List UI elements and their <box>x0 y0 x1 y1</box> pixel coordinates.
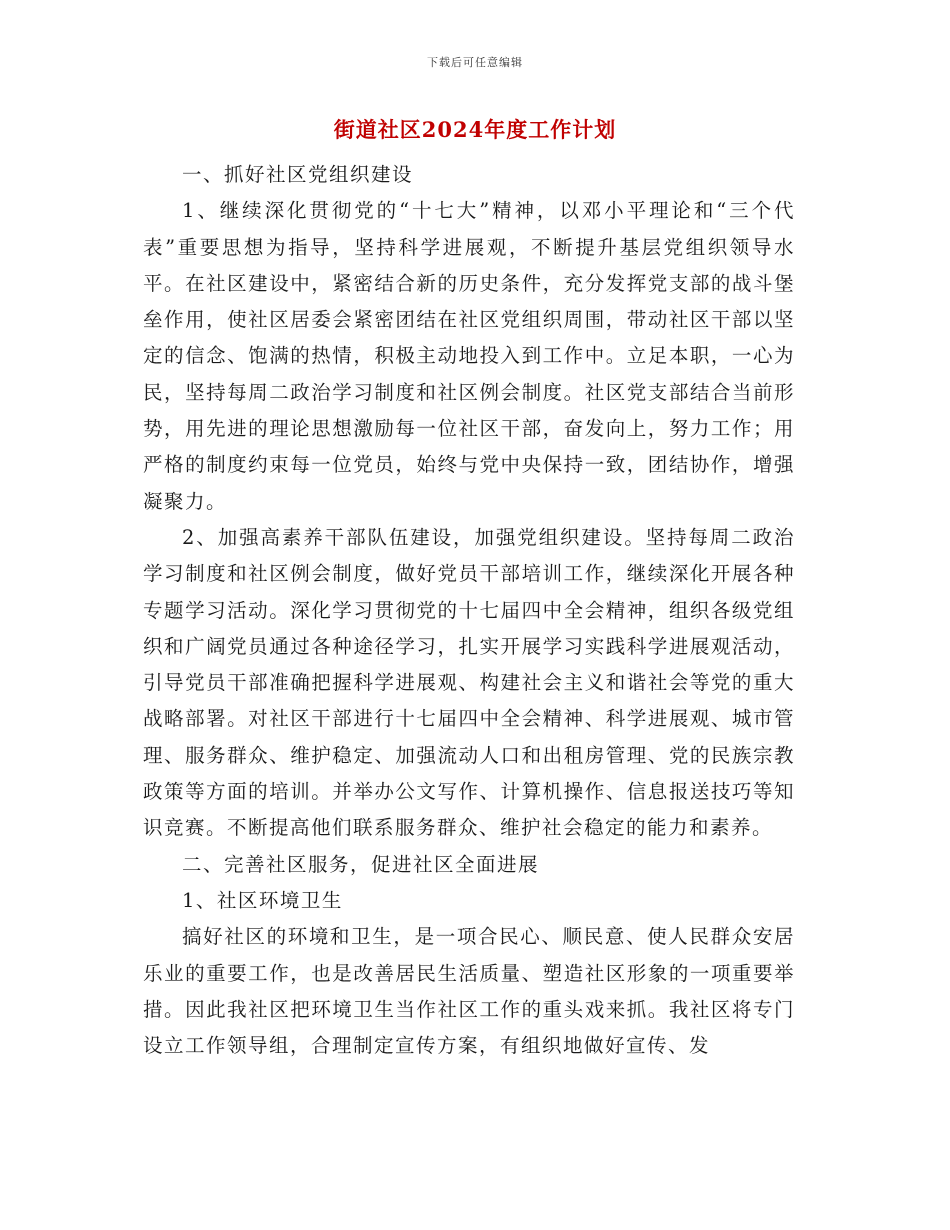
section-heading-community-service: 二、完善社区服务，促进社区全面进展 <box>182 852 540 876</box>
paragraph: 搞好社区的环境和卫生，是一项合民心、顺民意、使人民群众安居乐业的重要工作，也是改善居民生活质量、塑造社区形象的一项重要举措。因此我社区把环境卫生当作社区工作的重头戏来抓。我社区将专门设立工作领导组，合理制定宣传方案，有组织地做好宣传、发 <box>143 925 795 1058</box>
header-note: 下载后可任意编辑 <box>427 56 523 69</box>
paragraph: 1、继续深化贯彻党的“十七大”精神，以邓小平理论和“三个代表”重要思想为指导，坚持科学进展观，不断提升基层党组织领导水平。在社区建设中，紧密结合新的历史条件，充分发挥党支部的战斗堡垒作用，使社区居委会紧密团结在社区党组织周围，带动社区干部以坚定的信念、饱满的热情，积极主动地投入到工作中。立足本职，一心为民，坚持每周二政治学习制度和社区例会制度。社区党支部结合当前形势，用先进的理论思想激励每一位社区干部，奋发向上，努力工作；用严格的制度约束每一位党员，始终与党中央保持一致，团结协作，增强凝聚力。 <box>143 199 795 513</box>
document-title: 街道社区2024年度工作计划 <box>333 117 617 142</box>
paragraph: 2、加强高素养干部队伍建设，加强党组织建设。坚持每周二政治学习制度和社区例会制度，做好党员干部培训工作，继续深化开展各种专题学习活动。深化学习贯彻党的十七届四中全会精神，组织各级党组织和广阔党员通过各种途径学习，扎实开展学习实践科学进展观活动，引导党员干部准确把握科学进展观、构建社会主义和谐社会等党的重大战略部署。对社区干部进行十七届四中全会精神、科学进展观、城市管理、服务群众、维护稳定、加强流动人口和出租房管理、党的民族宗教政策等方面的培训。并举办公文写作、计算机操作、信息报送技巧等知识竞赛。不断提高他们联系服务群众、维护社会稳定的能力和素养。 <box>143 525 795 840</box>
document-body <box>143 157 795 1064</box>
section-heading-party-building: 一、抓好社区党组织建设 <box>182 163 414 186</box>
subsection-heading-environment: 1、社区环境卫生 <box>182 888 343 912</box>
